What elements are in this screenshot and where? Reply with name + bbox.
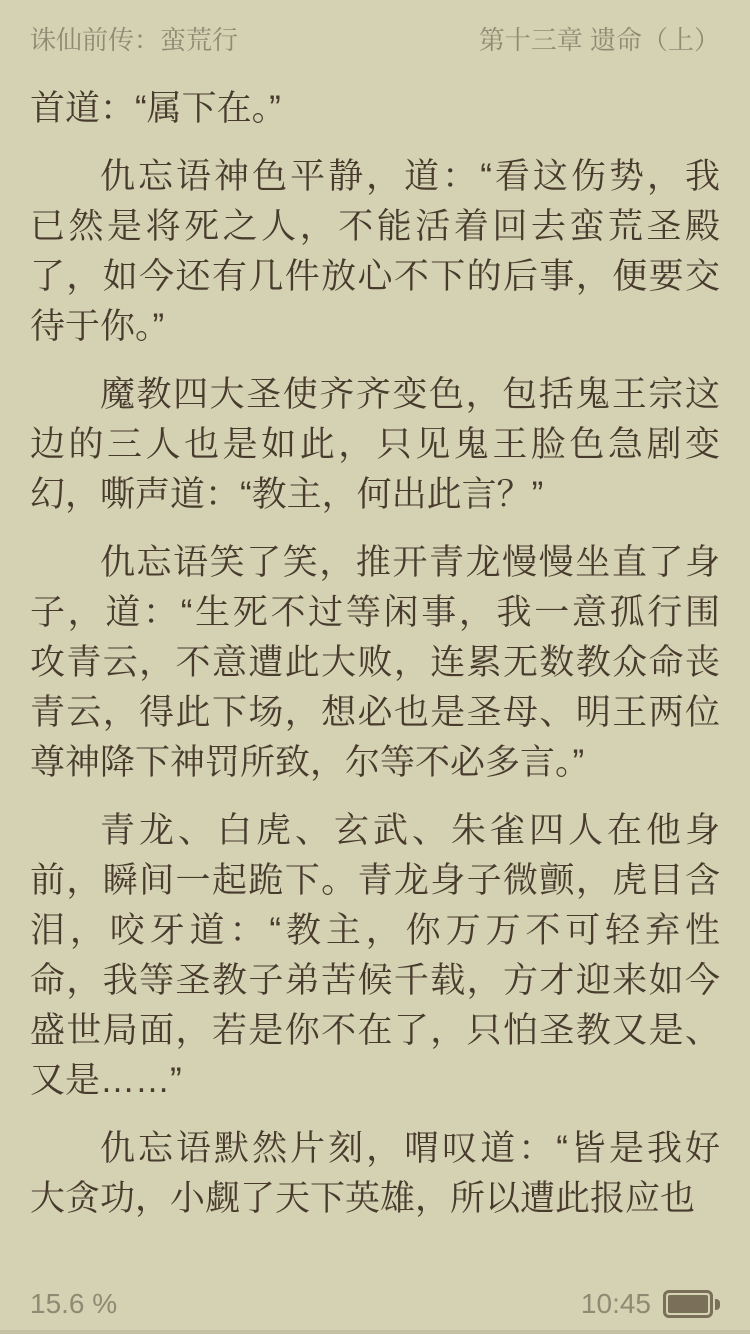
text-line: 前，瞬间一起跪下。青龙身子微颤，虎目含	[30, 861, 720, 900]
reader-header	[0, 24, 750, 56]
battery-body	[663, 1290, 713, 1318]
text-line: 尊神降下神罚所致，尔等不必多言。”	[30, 743, 585, 782]
paragraph	[30, 84, 720, 134]
text-line: 仇忘语默然片刻，喟叹道：“皆是我好	[100, 1129, 720, 1168]
text-line: 攻青云，不意遭此大败，连累无数教众命丧	[30, 643, 720, 682]
text-line: 盛世局面，若是你不在了，只怕圣教又是、	[30, 1011, 720, 1050]
battery-icon	[663, 1290, 720, 1318]
paragraph	[30, 370, 720, 520]
text-line: 子，道：“生死不过等闲事，我一意孤行围	[30, 593, 720, 632]
battery-fill	[668, 1295, 708, 1313]
text-line: 仇忘语神色平静，道：“看这伤势，我	[100, 157, 720, 196]
clock-time: 10:45	[580, 1288, 651, 1319]
text-line: 幻，嘶声道：“教主，何出此言？”	[30, 475, 544, 514]
paragraph	[30, 806, 720, 1106]
paragraph	[30, 152, 720, 352]
screen-bottom-edge	[0, 1330, 750, 1334]
reader-footer	[0, 1286, 750, 1322]
text-line: 了，如今还有几件放心不下的后事，便要交	[30, 257, 720, 296]
status-group	[581, 1288, 720, 1320]
chapter-title: 第十三章 遗命（上）	[478, 25, 720, 55]
text-line: 命，我等圣教子弟苦候千载，方才迎来如今	[30, 961, 720, 1000]
text-line: 魔教四大圣使齐齐变色，包括鬼王宗这	[100, 375, 720, 414]
battery-nub	[715, 1299, 720, 1310]
book-title: 诛仙前传：蛮荒行	[30, 25, 239, 55]
chapter-text[interactable]	[0, 84, 750, 1224]
text-line: 待于你。”	[30, 307, 165, 346]
text-line: 已然是将死之人，不能活着回去蛮荒圣殿	[30, 207, 720, 246]
paragraph	[30, 1124, 720, 1224]
paragraph	[30, 538, 720, 788]
text-line: 又是……”	[30, 1061, 182, 1100]
text-line: 大贪功，小觑了天下英雄，所以遭此报应也	[30, 1179, 696, 1218]
text-line: 首道：“属下在。”	[30, 89, 281, 128]
text-line: 泪，咬牙道：“教主，你万万不可轻弃性	[30, 911, 720, 950]
text-line: 青龙、白虎、玄武、朱雀四人在他身	[100, 811, 720, 850]
text-line: 仇忘语笑了笑，推开青龙慢慢坐直了身	[100, 543, 720, 582]
text-line: 青云，得此下场，想必也是圣母、明王两位	[30, 693, 720, 732]
reading-progress: 15.6 %	[30, 1288, 118, 1319]
text-line: 边的三人也是如此，只见鬼王脸色急剧变	[30, 425, 720, 464]
